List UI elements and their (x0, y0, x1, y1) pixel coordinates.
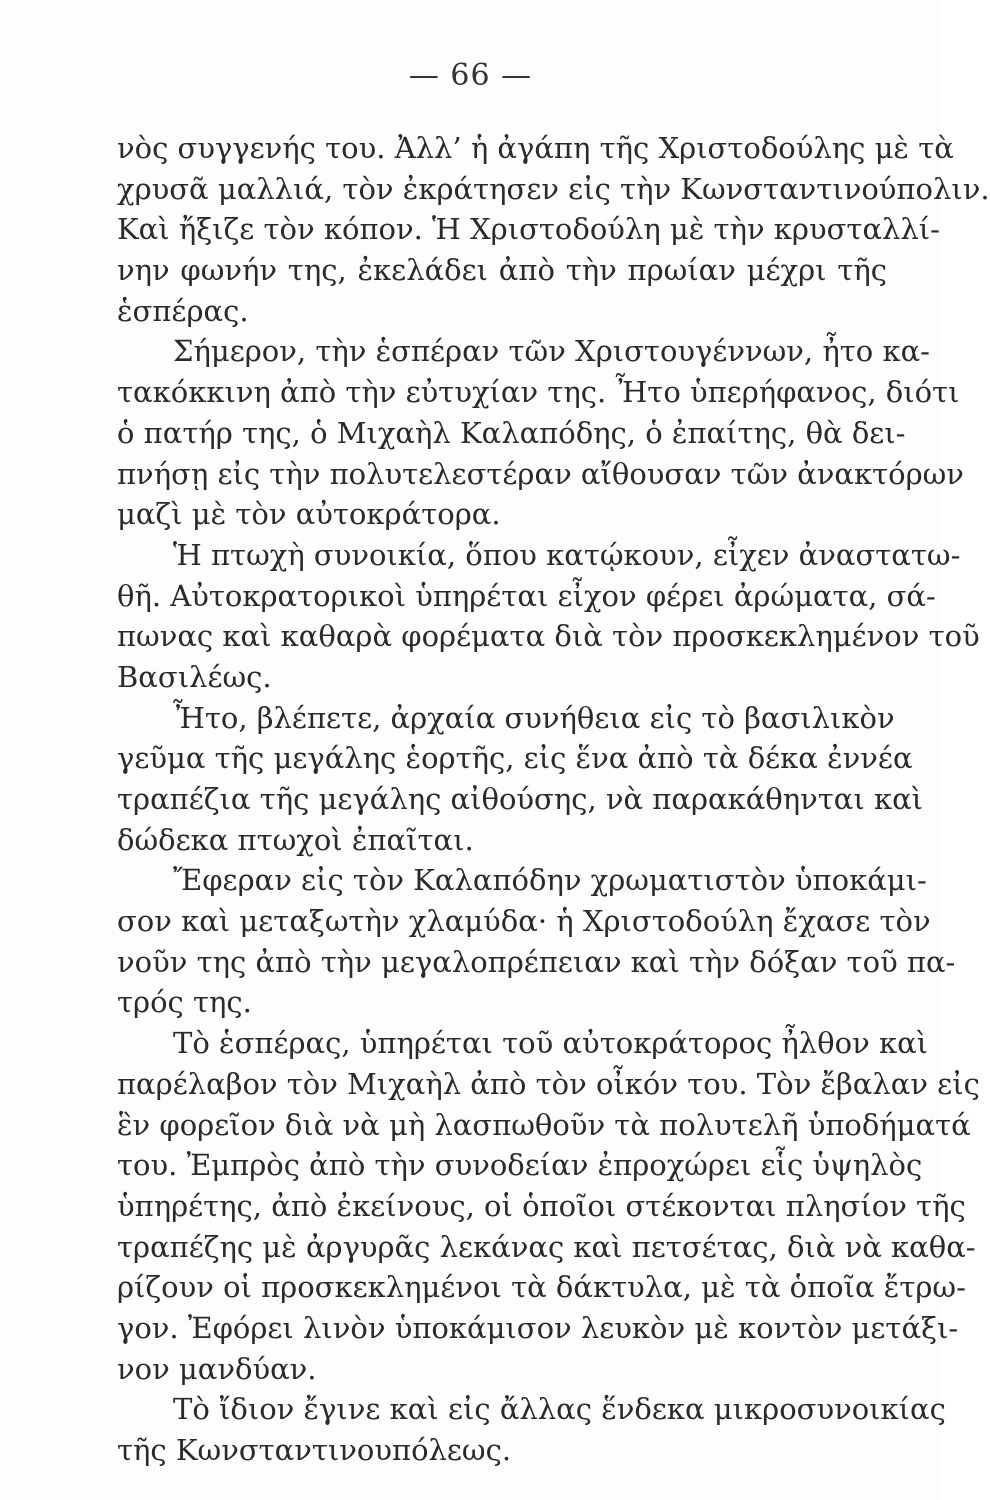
text-line: Τὸ ἑσπέρας, ὑπηρέται τοῦ αὐτοκράτορος ἦλθον καὶ (173, 1026, 929, 1061)
page-number: — 66 — (408, 58, 533, 93)
text-line: Τὸ ἴδιον ἔγινε καὶ εἰς ἄλλας ἕνδεκα μικροσυνοικίας (173, 1392, 946, 1427)
text-line: ἓν φορεῖον διὰ νὰ μὴ λασπωθοῦν τὰ πολυτελῆ ὑποδήματά (117, 1107, 971, 1142)
text-line: Βασιλέως. (117, 659, 272, 694)
text-line: πνήσῃ εἰς τὴν πολυτελεστέραν αἴθουσαν τῶν ἀνακτόρων (117, 456, 964, 491)
text-line: ρίζουν οἱ προσκεκλημένοι τὰ δάκτυλα, μὲ τὰ ὁποῖα ἔτρω- (117, 1270, 966, 1305)
text-line: θῆ. Αὐτοκρατορικοὶ ὑπηρέται εἶχον φέρει ἀρώματα, σά- (117, 578, 936, 613)
body-text (117, 128, 990, 1471)
text-line: σον καὶ μεταξωτὴν χλαμύδα· ἡ Χριστοδούλη ἔχασε τὸν (117, 904, 931, 939)
text-line: Ἔφεραν εἰς τὸν Καλαπόδην χρωματιστὸν ὑποκάμι- (173, 863, 927, 898)
text-line: Καὶ ἤξιζε τὸν κόπον. Ἡ Χριστοδούλη μὲ τὴν κρυσταλλί- (117, 212, 940, 247)
text-line: τακόκκινη ἀπὸ τὴν εὐτυχίαν της. Ἦτο ὑπερήφανος, διότι (117, 375, 960, 410)
text-line: γεῦμα τῆς μεγάλης ἑορτῆς, εἰς ἕνα ἀπὸ τὰ δέκα ἐννέα (117, 741, 913, 776)
text-line: Ἦτο, βλέπετε, ἀρχαία συνήθεια εἰς τὸ βασιλικὸν (173, 700, 895, 735)
text-line: τραπέζια τῆς μεγάλης αἰθούσης, νὰ παρακάθηνται καὶ (117, 782, 924, 816)
text-line: παρέλαβον τὸν Μιχαὴλ ἀπὸ τὸν οἶκόν του. Τὸν ἔβαλαν εἰς (117, 1066, 980, 1101)
text-line: νοῦν της ἀπὸ τὴν μεγαλοπρέπειαν καὶ τὴν δόξαν τοῦ πα- (117, 944, 956, 979)
text-line: γον. Ἐφόρει λινὸν ὑποκάμισον λευκὸν μὲ κοντὸν μετάξι- (117, 1310, 959, 1345)
text-line: μαζὶ μὲ τὸν αὐτοκράτορα. (117, 497, 501, 532)
text-line: νον μανδύαν. (117, 1351, 317, 1386)
text-line: ὑπηρέτης, ἀπὸ ἐκείνους, οἱ ὁποῖοι στέκονται πλησίον τῆς (117, 1188, 966, 1223)
text-line: τῆς Κωνσταντινουπόλεως. (117, 1433, 512, 1467)
text-line: νὸς συγγενής του. Ἀλλ’ ἡ ἀγάπη τῆς Χριστοδούλης μὲ τὰ (117, 131, 954, 165)
text-line: τραπέζης μὲ ἀργυρᾶς λεκάνας καὶ πετσέτας, διὰ νὰ καθα- (117, 1229, 976, 1264)
text-line: ἑσπέρας. (117, 293, 249, 328)
text-line: του. Ἐμπρὸς ἀπὸ τὴν συνοδείαν ἐπροχώρει εἷς ὑψηλὸς (117, 1148, 923, 1183)
text-line: πωνας καὶ καθαρὰ φορέματα διὰ τὸν προσκεκλημένον τοῦ (117, 619, 980, 654)
text-line: Ἡ πτωχὴ συνοικία, ὅπου κατῴκουν, εἶχεν ἀναστατω- (173, 537, 961, 572)
text-line: ὁ πατήρ της, ὁ Μιχαὴλ Καλαπόδης, ὁ ἐπαίτης, θὰ δει- (117, 415, 906, 450)
text-line: Σήμερον, τὴν ἑσπέραν τῶν Χριστουγέννων, ἦτο κα- (173, 334, 930, 369)
text-line: νην φωνήν της, ἐκελάδει ἀπὸ τὴν πρωίαν μέχρι τῆς (117, 253, 887, 288)
text-line: δώδεκα πτωχοὶ ἐπαῖται. (117, 822, 474, 857)
text-line: χρυσᾶ μαλλιά, τὸν ἐκράτησεν εἰς τὴν Κωνσταντινούπολιν. (117, 171, 990, 206)
text-line: τρός της. (117, 985, 252, 1020)
